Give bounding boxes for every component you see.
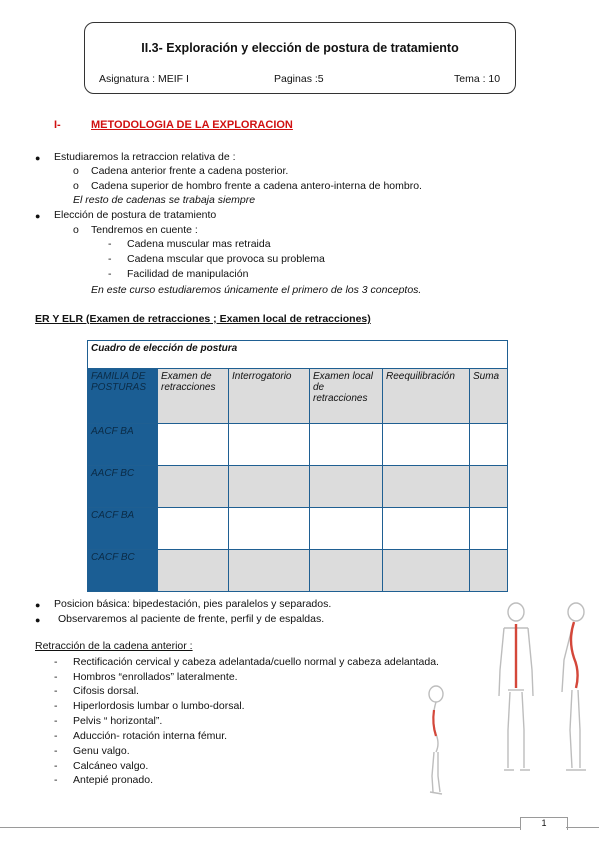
- circle-bullet-icon: o: [73, 224, 79, 236]
- list-item: Hiperlordosis lumbar o lumbo-dorsal.: [73, 700, 245, 712]
- section-number: I-: [54, 119, 61, 131]
- list-item: Facilidad de manipulación: [127, 268, 249, 280]
- table-cell[interactable]: [470, 466, 508, 508]
- dash-bullet-icon: -: [54, 700, 58, 712]
- pages-label: Paginas :5: [274, 73, 324, 85]
- list-item: Cifosis dorsal.: [73, 685, 139, 697]
- table-cell[interactable]: [229, 508, 310, 550]
- table-cell[interactable]: [470, 424, 508, 466]
- table-cell[interactable]: [229, 424, 310, 466]
- table-cell[interactable]: [470, 550, 508, 592]
- circle-bullet-icon: o: [73, 180, 79, 192]
- list-item: Cadena muscular mas retraida: [127, 238, 271, 250]
- table-cell[interactable]: [383, 466, 470, 508]
- table-header-cell: FAMILIA DE POSTURAS: [88, 369, 158, 424]
- list-item: Posicion básica: bipedestación, pies paralelos y separados.: [54, 598, 332, 610]
- header-box: [84, 22, 516, 94]
- dash-bullet-icon: -: [54, 715, 58, 727]
- section-heading: ER Y ELR (Examen de retracciones ; Examen local de retracciones): [35, 313, 371, 325]
- dash-bullet-icon: -: [54, 774, 58, 786]
- footer-rule: [566, 827, 599, 828]
- list-item: Rectificación cervical y cabeza adelantada/cuello normal y cabeza adelantada.: [73, 656, 439, 668]
- list-item: Aducción- rotación interna fémur.: [73, 730, 228, 742]
- bullet-icon: ●: [35, 211, 41, 221]
- table-header-cell: Suma: [470, 369, 508, 424]
- table-cell[interactable]: [310, 424, 383, 466]
- skeleton-front-illustration: [494, 600, 538, 780]
- footer-rule: [0, 827, 520, 828]
- table-cell[interactable]: [310, 466, 383, 508]
- dash-bullet-icon: -: [54, 760, 58, 772]
- circle-bullet-icon: o: [73, 165, 79, 177]
- table-cell[interactable]: [470, 508, 508, 550]
- table-header-cell: Interrogatorio: [229, 369, 310, 424]
- document-title: II.3- Exploración y elección de postura de tratamiento: [141, 41, 459, 55]
- table-cell[interactable]: [158, 508, 229, 550]
- dash-bullet-icon: -: [108, 268, 112, 280]
- dash-bullet-icon: -: [54, 685, 58, 697]
- dash-bullet-icon: -: [108, 238, 112, 250]
- table-cell[interactable]: [310, 508, 383, 550]
- skeleton-lateral-illustration: [416, 680, 456, 800]
- table-row: [88, 424, 508, 466]
- row-label: AACF BC: [88, 466, 158, 508]
- note-text: El resto de cadenas se trabaja siempre: [73, 194, 256, 206]
- skeleton-profile-illustration: [552, 600, 596, 780]
- posture-table: [87, 340, 508, 592]
- table-cell[interactable]: [310, 550, 383, 592]
- dash-bullet-icon: -: [54, 656, 58, 668]
- table-header-row: [88, 369, 508, 424]
- list-item: Elección de postura de tratamiento: [54, 209, 217, 221]
- section-title: METODOLOGIA DE LA EXPLORACION: [91, 119, 293, 131]
- dash-bullet-icon: -: [108, 253, 112, 265]
- dash-bullet-icon: -: [54, 745, 58, 757]
- list-item: Estudiaremos la retraccion relativa de :: [54, 151, 236, 163]
- dash-bullet-icon: -: [54, 730, 58, 742]
- table-header-cell: Reequilibración: [383, 369, 470, 424]
- table-cell[interactable]: [383, 550, 470, 592]
- table-cell[interactable]: [229, 466, 310, 508]
- table-header-cell: Examen local de retracciones: [310, 369, 383, 424]
- list-item: Pelvis “ horizontal”.: [73, 715, 163, 727]
- subject-label: Asignatura : MEIF I: [99, 73, 189, 85]
- row-label: CACF BC: [88, 550, 158, 592]
- table-header-cell: Examen de retracciones: [158, 369, 229, 424]
- list-item: Cadena superior de hombro frente a cadena antero-interna de hombro.: [91, 180, 422, 192]
- list-item: Observaremos al paciente de frente, perfil y de espaldas.: [58, 613, 325, 625]
- row-label: CACF BA: [88, 508, 158, 550]
- table-cell[interactable]: [158, 466, 229, 508]
- list-item: Hombros “enrollados” lateralmente.: [73, 671, 238, 683]
- table-cell[interactable]: [229, 550, 310, 592]
- table-row: [88, 466, 508, 508]
- list-item: Antepié pronado.: [73, 774, 153, 786]
- table-cell[interactable]: [158, 550, 229, 592]
- dash-bullet-icon: -: [54, 671, 58, 683]
- topic-label: Tema : 10: [454, 73, 501, 85]
- table-row: [88, 550, 508, 592]
- table-cell[interactable]: [158, 424, 229, 466]
- bullet-icon: ●: [35, 153, 41, 163]
- list-item: Calcáneo valgo.: [73, 760, 149, 772]
- list-item: Cadena mscular que provoca su problema: [127, 253, 325, 265]
- section-heading: Retracción de la cadena anterior :: [35, 640, 193, 652]
- bullet-icon: ●: [35, 615, 41, 625]
- table-row: [88, 508, 508, 550]
- note-text: En este curso estudiaremos únicamente el primero de los 3 conceptos.: [91, 284, 422, 296]
- page-number: 1: [520, 817, 568, 830]
- table-cell[interactable]: [383, 424, 470, 466]
- list-item: Tendremos en cuente :: [91, 224, 198, 236]
- row-label: AACF BA: [88, 424, 158, 466]
- list-item: Genu valgo.: [73, 745, 130, 757]
- table-cell[interactable]: [383, 508, 470, 550]
- table-caption: Cuadro de elección de postura: [88, 341, 508, 369]
- list-item: Cadena anterior frente a cadena posterior.: [91, 165, 289, 177]
- bullet-icon: ●: [35, 600, 41, 610]
